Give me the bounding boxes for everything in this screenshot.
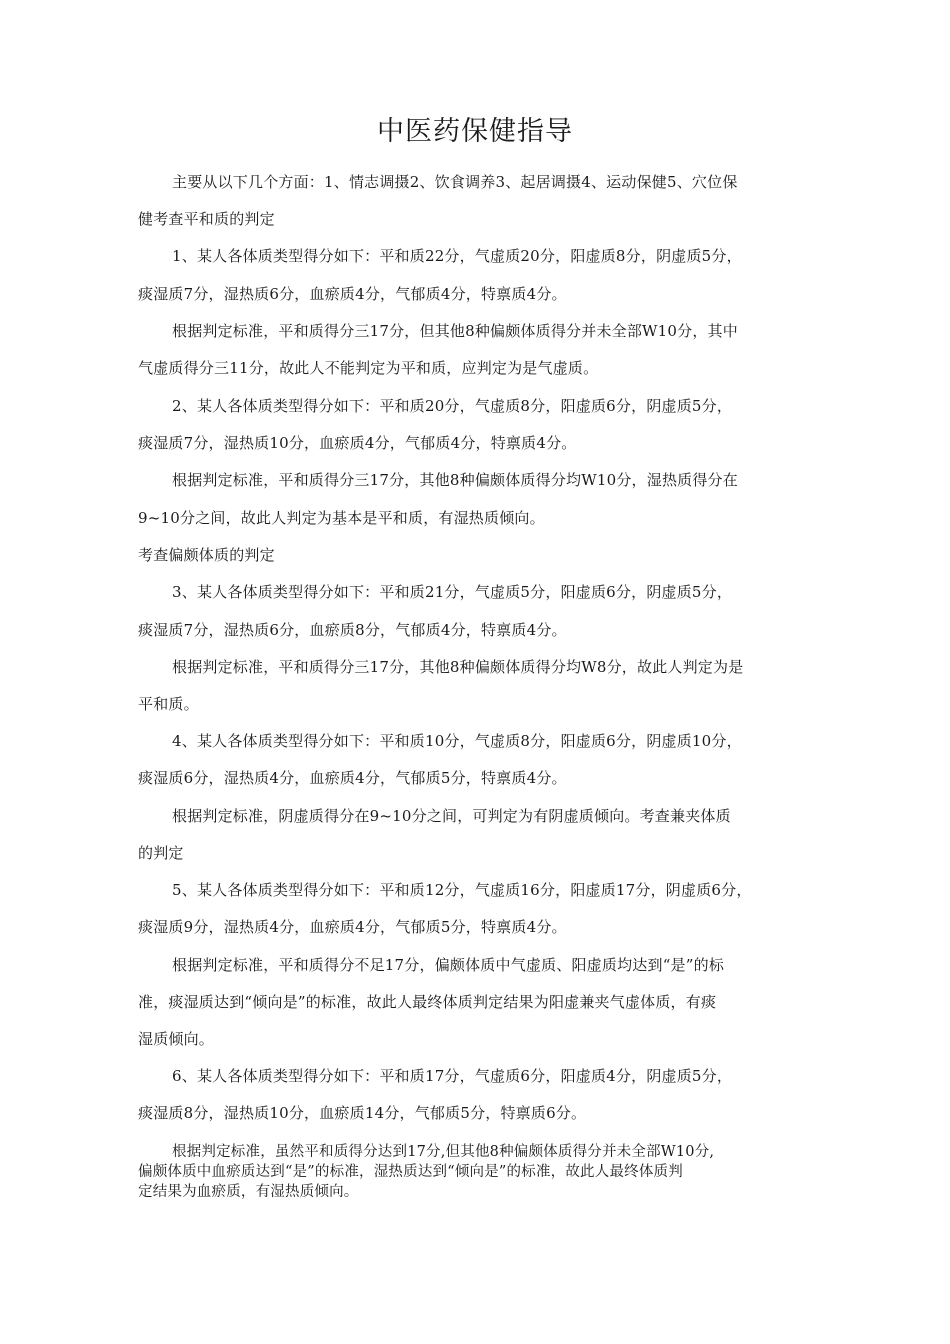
paragraph-line: 平和质。 bbox=[138, 695, 199, 713]
paragraph-line: 定结果为血瘀质，有湿热质倾向。 bbox=[138, 1184, 359, 1200]
paragraph-line: 痰湿质7分，湿热质10分，血瘀质4分，气郁质4分，特禀质4分。 bbox=[138, 434, 577, 452]
paragraph-line: 根据判定标准，平和质得分不足17分，偏颇体质中气虚质、阳虚质均达到“是”的标 bbox=[172, 956, 725, 974]
paragraph-line: 气虚质得分三11分，故此人不能判定为平和质，应判定为是气虚质。 bbox=[138, 359, 599, 377]
paragraph-line: 痰湿质6分，湿热质4分，血瘀质4分，气郁质5分，特禀质4分。 bbox=[138, 769, 567, 787]
paragraph-line: 2、某人各体质类型得分如下：平和质20分，气虚质8分，阳虚质6分，阴虚质5分， bbox=[172, 397, 733, 415]
paragraph-line: 痰湿质7分，湿热质6分，血瘀质8分，气郁质4分，特禀质4分。 bbox=[138, 621, 567, 639]
paragraph-line: 6、某人各体质类型得分如下：平和质17分，气虚质6分，阳虚质4分，阴虚质5分， bbox=[172, 1067, 733, 1085]
paragraph-line: 痰湿质9分，湿热质4分，血瘀质4分，气郁质5分，特禀质4分。 bbox=[138, 918, 567, 936]
paragraph-line: 4、某人各体质类型得分如下：平和质10分，气虚质8分，阳虚质6分，阴虚质10分， bbox=[172, 732, 742, 750]
paragraph-line: 3、某人各体质类型得分如下：平和质21分，气虚质5分，阳虚质6分，阴虚质5分， bbox=[172, 583, 733, 601]
paragraph-line: 根据判定标准，虽然平和质得分达到17分,但其他8种偏颇体质得分并未全部W10分, bbox=[172, 1144, 715, 1160]
paragraph-line: 主要从以下几个方面：1、情志调摄2、饮食调养3、起居调摄4、运动保健5、穴位保 bbox=[172, 173, 738, 191]
paragraph-line: 1、某人各体质类型得分如下：平和质22分，气虚质20分，阳虚质8分，阴虚质5分， bbox=[172, 247, 742, 265]
paragraph-line: 湿质倾向。 bbox=[138, 1030, 215, 1048]
paragraph-line: 根据判定标准，平和质得分三17分，其他8种偏颇体质得分均W10分，湿热质得分在 bbox=[172, 471, 738, 489]
paragraph-line: 偏颇体质中血瘀质达到“是”的标准，湿热质达到“倾向是”的标准，故此人最终体质判 bbox=[138, 1164, 683, 1180]
paragraph-line: 9~10分之间，故此人判定为基本是平和质，有湿热质倾向。 bbox=[138, 509, 545, 527]
paragraph-line: 痰湿质8分，湿热质10分，血瘀质14分，气郁质5分，特禀质6分。 bbox=[138, 1104, 587, 1122]
paragraph-line: 痰湿质7分，湿热质6分，血瘀质4分，气郁质4分，特禀质4分。 bbox=[138, 285, 567, 303]
section-heading: 考查偏颇体质的判定 bbox=[138, 546, 275, 564]
document-title: 中医药保健指导 bbox=[377, 116, 573, 147]
paragraph-line: 根据判定标准，阴虚质得分在9~10分之间，可判定为有阴虚质倾向。考查兼夹体质 bbox=[172, 807, 731, 825]
paragraph-line: 根据判定标准，平和质得分三17分，但其他8种偏颇体质得分并未全部W10分，其中 bbox=[172, 322, 738, 340]
paragraph-line: 根据判定标准，平和质得分三17分，其他8种偏颇体质得分均W8分，故此人判定为是 bbox=[172, 658, 744, 676]
paragraph-line: 的判定 bbox=[138, 844, 184, 862]
paragraph-line: 5、某人各体质类型得分如下：平和质12分，气虚质16分，阳虚质17分，阴虚质6分， bbox=[172, 881, 752, 899]
paragraph-line: 健考查平和质的判定 bbox=[138, 210, 275, 228]
paragraph-line: 准，痰湿质达到“倾向是”的标准，故此人最终体质判定结果为阳虚兼夹气虚体质，有痰 bbox=[138, 993, 717, 1011]
